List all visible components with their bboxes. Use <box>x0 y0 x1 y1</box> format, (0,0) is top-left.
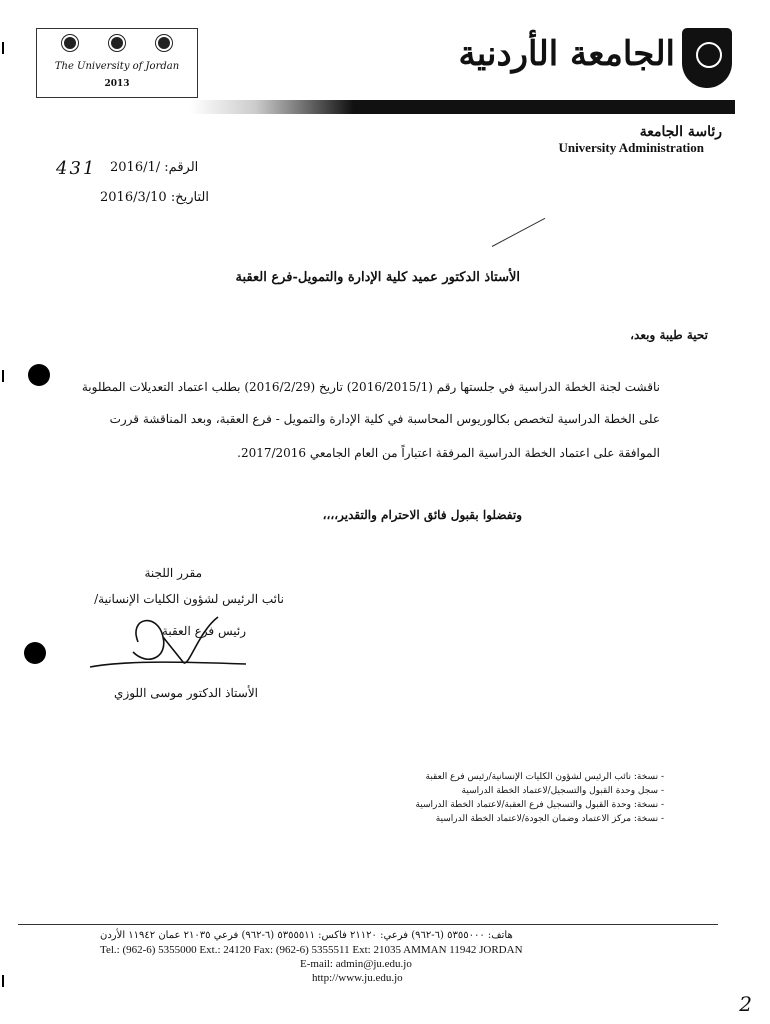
footer-english-contact: Tel.: (962-6) 5355000 Ext.: 24120 Fax: (962-6) 5355511 Ext: 21035 AMMAN 11942 JORDAN <box>100 944 523 956</box>
copies-list <box>415 770 664 826</box>
punch-hole <box>28 364 50 386</box>
emblem-icon <box>158 37 170 49</box>
emblem-icon <box>111 37 123 49</box>
signer-name: الأستاذ الدكتور موسى اللوزي <box>114 686 258 700</box>
footer-rule <box>18 924 718 925</box>
copy-item: - نسخة: وحدة القبول والتسجيل فرع العقبة/لاعتماد الخطة الدراسية <box>415 798 664 812</box>
presidency-arabic: رئاسة الجامعة <box>639 124 722 140</box>
emblem-icon <box>64 37 76 49</box>
page-number: 2 <box>739 992 752 1016</box>
footer-arabic-contact: هاتف: ٥٣٥٥٠٠٠ (٦-٩٦٢) فرعي: ٢١١٢٠ فاكس: ٥٣٥٥٥١١ (٦-٩٦٢) فرعي ٢١٠٣٥ عمان ١١٩٤٢ الأردن <box>100 930 513 941</box>
copy-item: - نسخة: مركز الاعتماد وضمان الجودة/لاعتماد الخطة الدراسية <box>415 812 664 826</box>
stamp-subtitle: The University of Jordan <box>54 61 180 72</box>
header-band <box>190 100 735 114</box>
presidency-english: University Administration <box>558 140 704 155</box>
handwritten-ref-number: 431 <box>56 158 97 179</box>
footer-website: http://www.ju.edu.jo <box>312 972 403 984</box>
date-value: 2016/3/10 <box>100 190 167 205</box>
punch-hole <box>24 642 46 664</box>
stamp-emblems <box>47 37 187 49</box>
body-paragraph-1: ناقشت لجنة الخطة الدراسية في جلستها رقم (2016/2015/1) تاريخ (2016/2/29) بطلب اعتماد التعديلات المطلوبة <box>81 380 660 394</box>
signer-role-3: رئيس فرع العقبة <box>161 624 246 638</box>
university-stamp <box>36 28 198 98</box>
stamp-year: 2013 <box>104 79 130 89</box>
pen-stroke <box>492 218 545 247</box>
copy-item: - سجل وحدة القبول والتسجيل/لاعتماد الخطة الدراسية <box>415 784 664 798</box>
date-label: التاريخ: <box>170 190 209 205</box>
addressee: الأستاذ الدكتور عميد كلية الإدارة والتمويل-فرع العقبة <box>235 270 520 285</box>
body-paragraph-2: على الخطة الدراسية لتخصص بكالوريوس المحاسبة في كلية الإدارة والتمويل - فرع العقبة، وبعد المناقشة قررت <box>109 412 660 426</box>
date-line <box>100 190 209 205</box>
university-shield-icon <box>682 28 732 88</box>
signer-role-1: مقرر اللجنة <box>144 566 202 580</box>
margin-mark <box>2 370 4 382</box>
margin-mark <box>2 975 4 987</box>
ref-label: الرقم: <box>164 160 199 175</box>
university-arabic-name: الجامعة الأردنية <box>458 34 675 74</box>
signer-role-2: نائب الرئيس لشؤون الكليات الإنسانية/ <box>94 592 284 606</box>
footer-email: E-mail: admin@ju.edu.jo <box>300 958 412 970</box>
body-paragraph-3: الموافقة على اعتماد الخطة الدراسية المرفقة اعتباراً من العام الجامعي 2017/2016. <box>237 446 660 460</box>
reference-line <box>110 160 198 175</box>
greeting: تحية طيبة وبعد، <box>630 328 708 342</box>
margin-mark <box>2 42 4 54</box>
copy-item: - نسخة: نائب الرئيس لشؤون الكليات الإنسانية/رئيس فرع العقبة <box>415 770 664 784</box>
closing-line: وتفضلوا بقبول فائق الاحترام والتقدير،،،، <box>322 508 522 522</box>
ref-value: /2016/1 <box>110 160 161 175</box>
handwritten-signature <box>88 612 248 682</box>
